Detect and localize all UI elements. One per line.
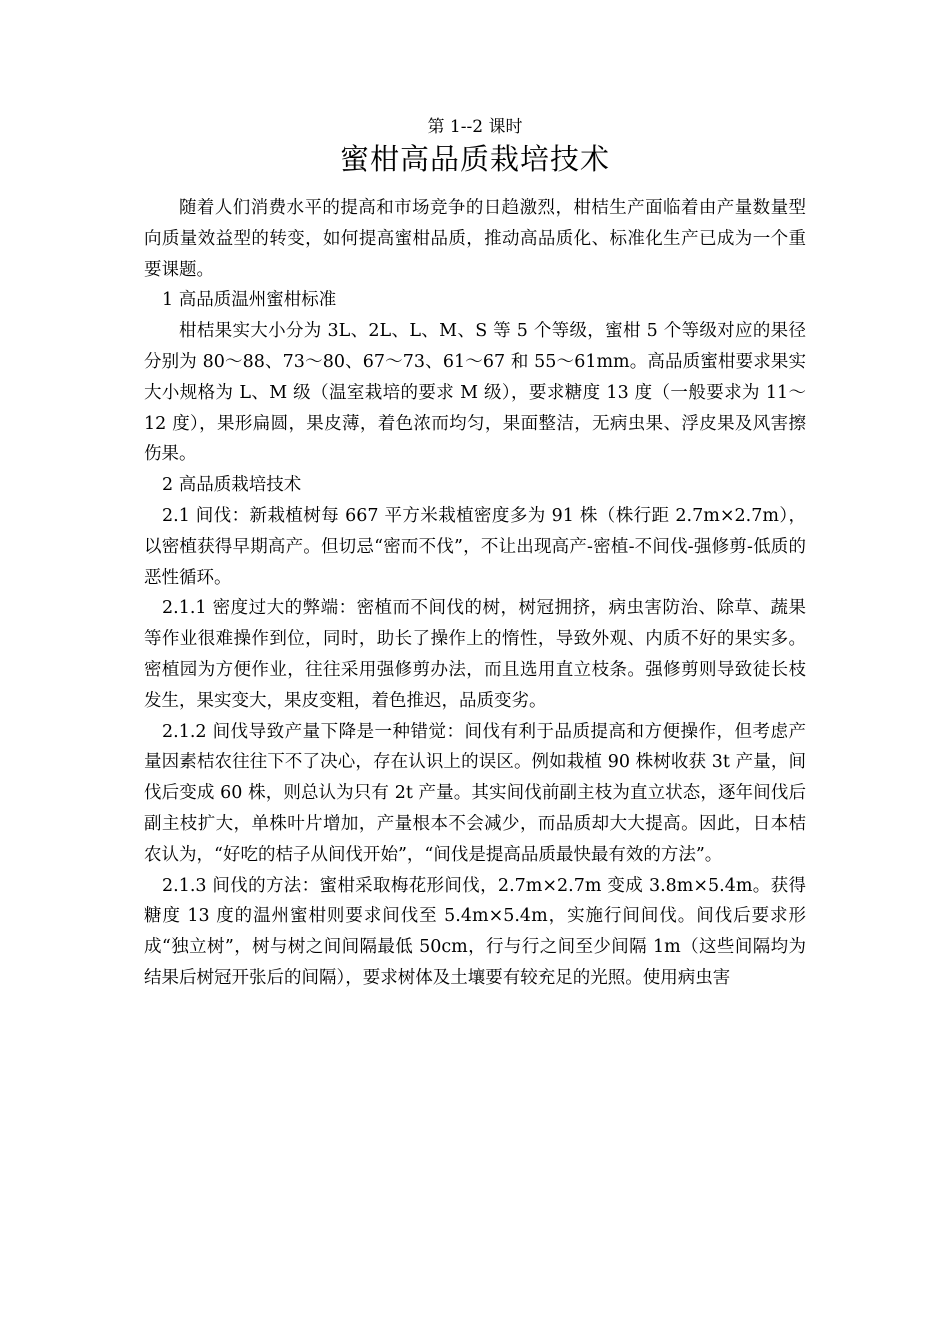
standard-paragraph: 柑桔果实大小分为 3L、2L、L、M、S 等 5 个等级，蜜柑 5 个等级对应的果径分别为 80～88、73～80、67～73、61～67 和 55～61mm。高品质蜜柑要求果实大小规格为 L、M 级（温室栽培的要求 M 级），要求糖度 13 度（一般要求为 11～12 度），果形扁圆，果皮薄，着色浓而均匀，果面整洁，无病虫果、浮皮果及风害擦伤果。 xyxy=(144,321,806,465)
density-drawbacks-paragraph: 2.1.1 密度过大的弊端：密植而不间伐的树，树冠拥挤，病虫害防治、除草、蔬果等作业很难操作到位，同时，助长了操作上的惰性，导致外观、内质不好的果实多。密植园为方便作业，往往采用强修剪办法，而且选用直立枝条。强修剪则导致徒长枝发生，果实变大，果皮变粗，着色推迟，品质变劣。 xyxy=(144,598,806,711)
section-heading-2: 2 高品质栽培技术 xyxy=(162,475,302,496)
thinning-paragraph: 2.1 间伐：新栽植树每 667 平方米栽植密度多为 91 株（株行距 2.7m×2.7m），以密植获得早期高产。但切忌“密而不伐”，不让出现高产-密植-不间伐-强修剪-低质的恶性循环。 xyxy=(144,505,806,588)
section-heading-1: 1 高品质温州蜜柑标准 xyxy=(162,290,337,311)
lesson-label: 第 1--2 课时 xyxy=(427,117,523,137)
document-body xyxy=(144,193,806,994)
document-title: 蜜柑高品质栽培技术 xyxy=(339,142,610,176)
thinning-method-paragraph: 2.1.3 间伐的方法：蜜柑采取梅花形间伐，2.7m×2.7m 变成 3.8m×5.4m。获得糖度 13 度的温州蜜柑则要求间伐至 5.4m×5.4m，实施行间间伐。间伐后要求形成“独立树”，树与树之间间隔最低 50cm，行与行之间至少间隔 1m（这些间隔均为结果后树冠开张后的间隔），要求树体及土壤要有较充足的光照。使用病虫害 xyxy=(144,875,806,988)
intro-paragraph: 随着人们消费水平的提高和市场竞争的日趋激烈，柑桔生产面临着由产量数量型向质量效益型的转变，如何提高蜜柑品质，推动高品质化、标准化生产已成为一个重要课题。 xyxy=(144,198,806,280)
yield-misconception-paragraph: 2.1.2 间伐导致产量下降是一种错觉：间伐有利于品质提高和方便操作，但考虑产量因素桔农往往下不了决心，存在认识上的误区。例如栽植 90 株树收获 3t 产量，间伐后变成 60 株，则总认为只有 2t 产量。其实间伐前副主枝为直立状态，逐年间伐后副主枝扩大，单株叶片增加，产量根本不会减少，而品质却大大提高。因此，日本桔农认为，“好吃的桔子从间伐开始”，“间伐是提高品质最快最有效的方法”。 xyxy=(144,721,806,865)
